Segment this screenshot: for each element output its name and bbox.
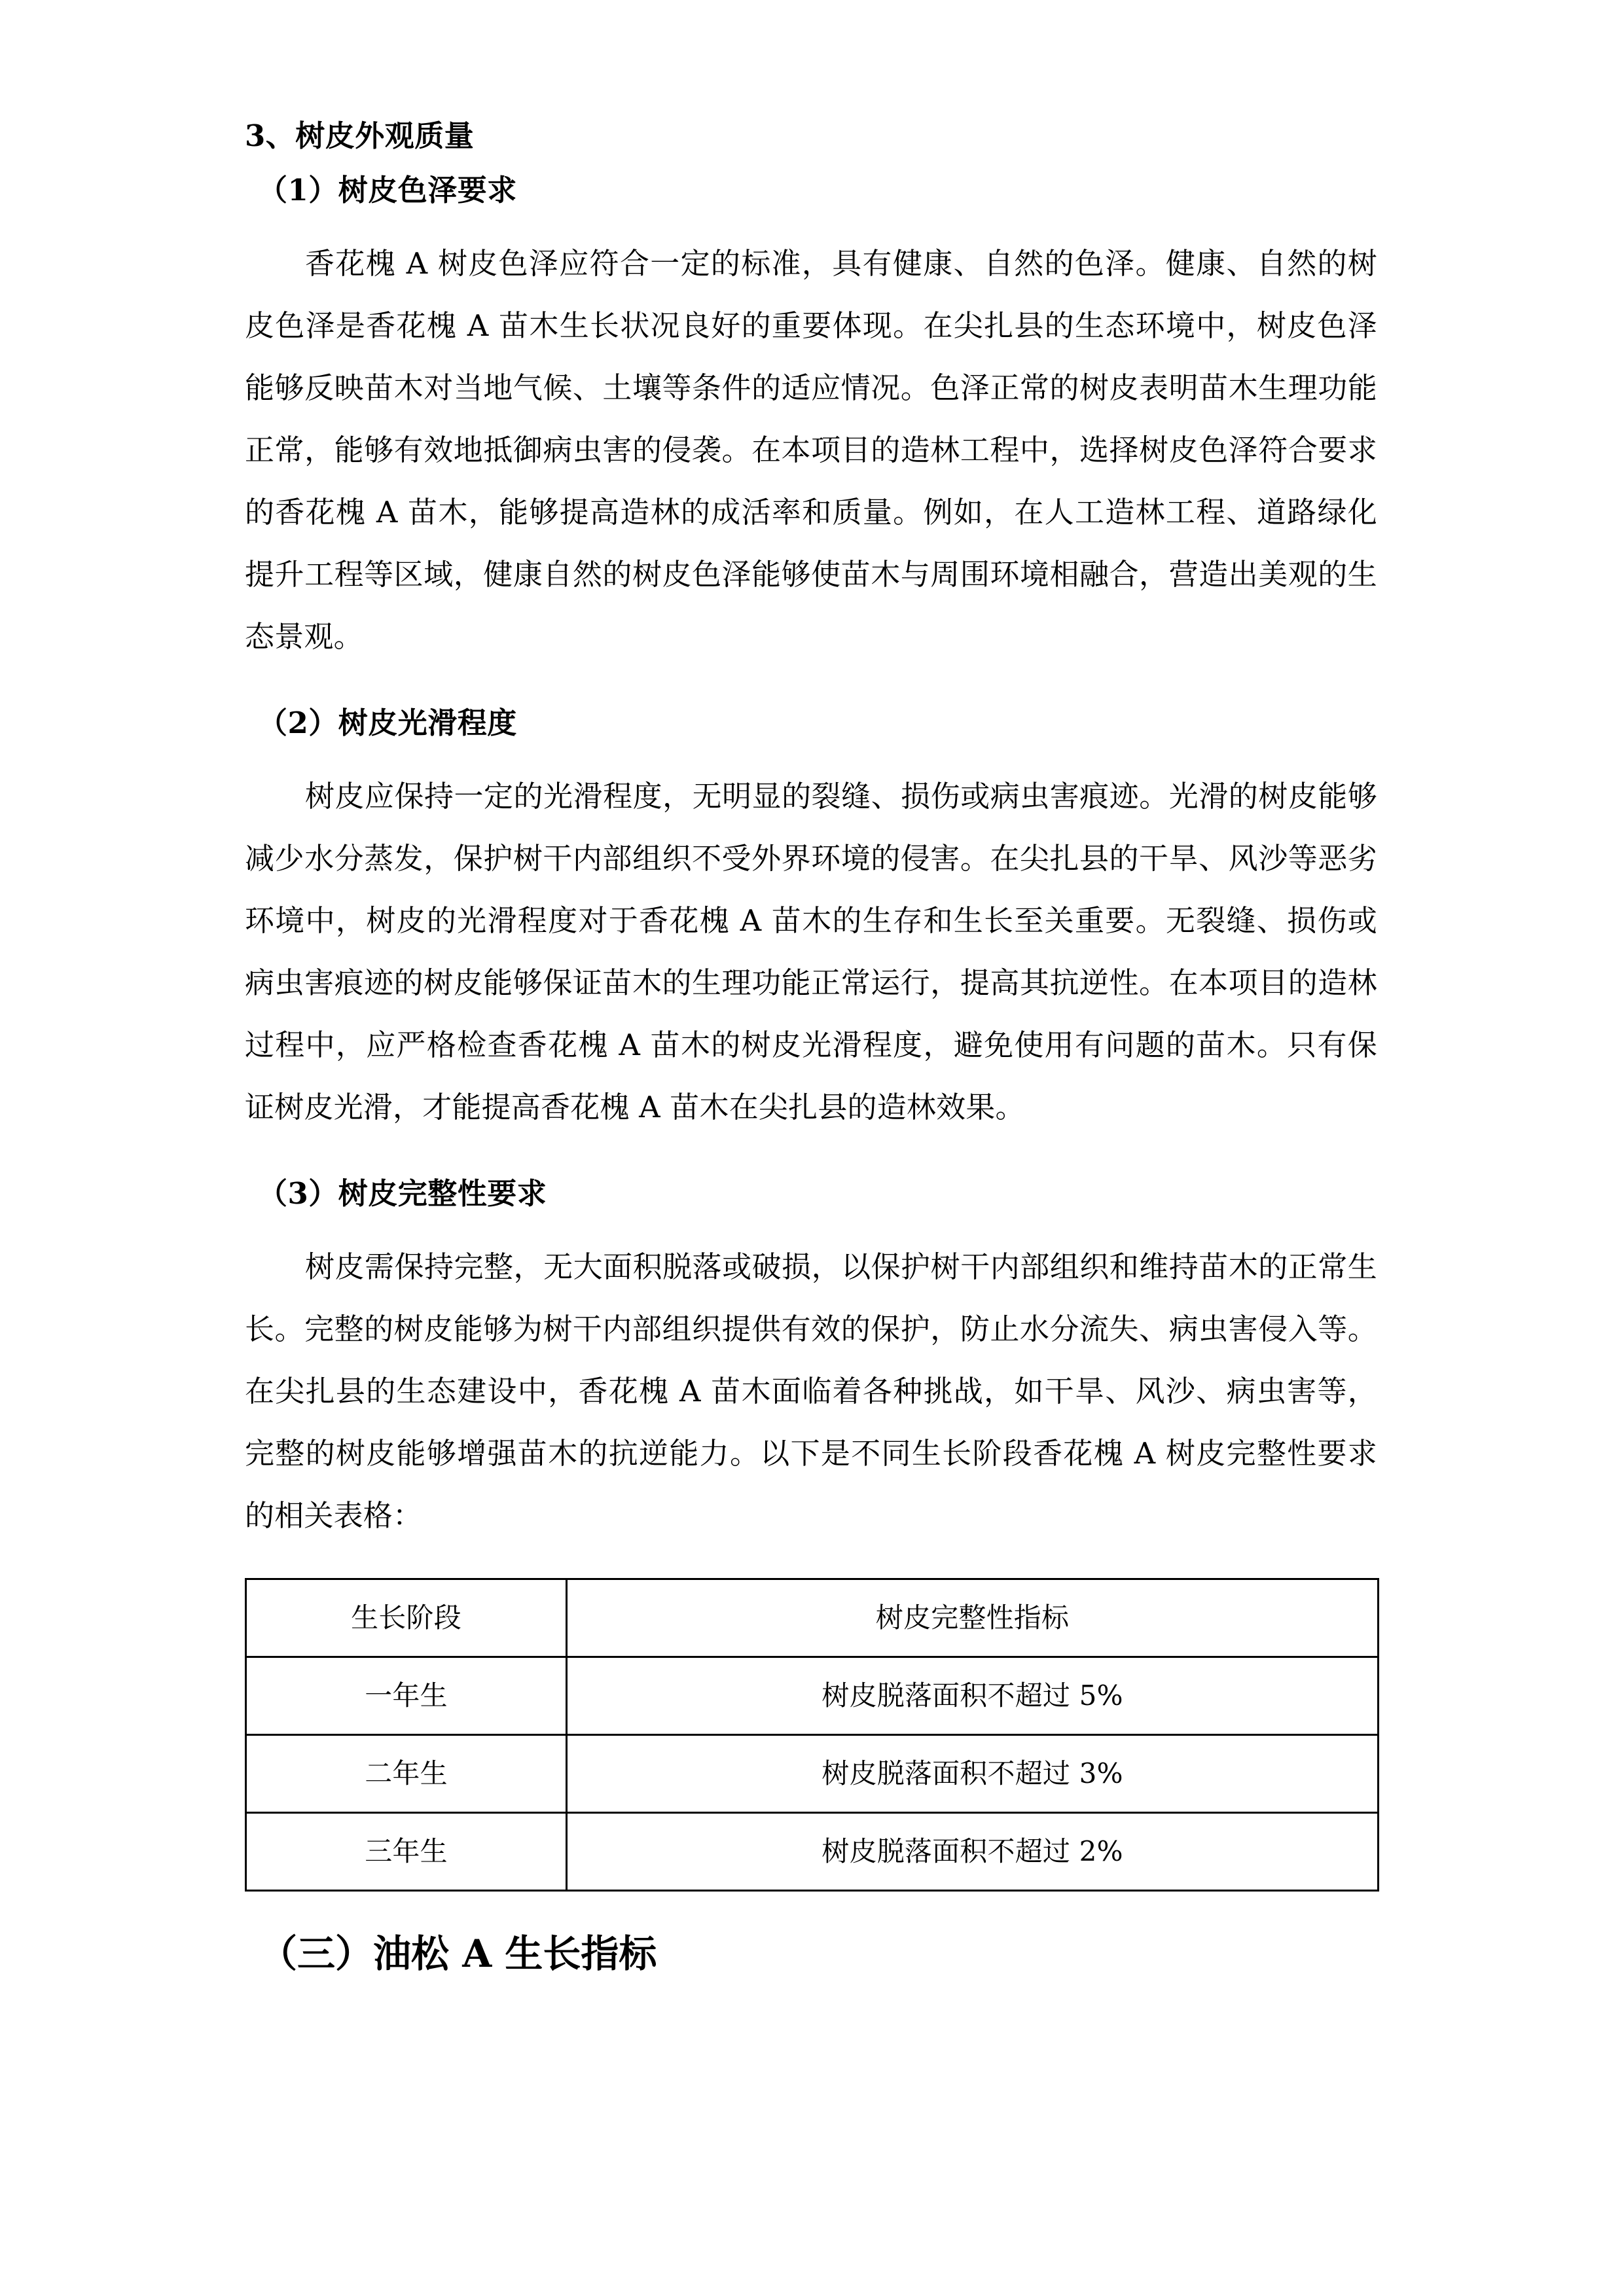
table-row: [246, 1657, 1379, 1735]
table-cell-indicator: 树皮脱落面积不超过 3%: [567, 1735, 1379, 1813]
heading-sub-2-bark-smoothness: （2）树皮光滑程度: [258, 706, 517, 740]
table-header-integrity-indicator: 树皮完整性指标: [567, 1579, 1379, 1657]
paragraph-bark-smoothness: 树皮应保持一定的光滑程度，无明显的裂缝、损伤或病虫害痕迹。光滑的树皮能够减少水分蒸发，保护树干内部组织不受外界环境的侵害。在尖扎县的干旱、风沙等恶劣环境中，树皮的光滑程度对于香花槐 A 苗木的生存和生长至关重要。无裂缝、损伤或病虫害痕迹的树皮能够保证苗木的生理功能正常运行，提高其抗逆性。在本项目的造林过程中，应严格检查香花槐 A 苗木的树皮光滑程度，避免使用有问题的苗木。只有保证树皮光滑，才能提高香花槐 A 苗木在尖扎县的造林效果。: [245, 779, 1377, 1124]
heading-sub-1-bark-color: （1）树皮色泽要求: [258, 173, 517, 207]
table-row: [246, 1813, 1379, 1891]
table-header-row: [246, 1579, 1379, 1657]
table-cell-stage: 三年生: [246, 1813, 567, 1891]
heading-sub-3-bark-integrity: （3）树皮完整性要求: [258, 1176, 547, 1211]
paragraph-bark-color: 香花槐 A 树皮色泽应符合一定的标准，具有健康、自然的色泽。健康、自然的树皮色泽是香花槐 A 苗木生长状况良好的重要体现。在尖扎县的生态环境中，树皮色泽能够反映苗木对当地气候、土壤等条件的适应情况。色泽正常的树皮表明苗木生理功能正常，能够有效地抵御病虫害的侵袭。在本项目的造林工程中，选择树皮色泽符合要求的香花槐 A 苗木，能够提高造林的成活率和质量。例如，在人工造林工程、道路绿化提升工程等区域，健康自然的树皮色泽能够使苗木与周围环境相融合，营造出美观的生态景观。: [245, 246, 1377, 654]
table-cell-indicator: 树皮脱落面积不超过 2%: [567, 1813, 1379, 1891]
bark-integrity-table: [245, 1578, 1379, 1892]
page-content: [245, 0, 1377, 1976]
heading-major-youngsong-growth-index: （三）油松 A 生长指标: [259, 1931, 657, 1976]
paragraph-bark-integrity: 树皮需保持完整，无大面积脱落或破损，以保护树干内部组织和维持苗木的正常生长。完整的树皮能够为树干内部组织提供有效的保护，防止水分流失、病虫害侵入等。在尖扎县的生态建设中，香花槐 A 苗木面临着各种挑战，如干旱、风沙、病虫害等，完整的树皮能够增强苗木的抗逆能力。以下是不同生长阶段香花槐 A 树皮完整性要求的相关表格：: [245, 1249, 1377, 1533]
table-row: [246, 1735, 1379, 1813]
heading-section-3: 3、树皮外观质量: [245, 118, 475, 153]
table-cell-stage: 二年生: [246, 1735, 567, 1813]
table-cell-indicator: 树皮脱落面积不超过 5%: [567, 1657, 1379, 1735]
table-header-growth-stage: 生长阶段: [246, 1579, 567, 1657]
table-cell-stage: 一年生: [246, 1657, 567, 1735]
